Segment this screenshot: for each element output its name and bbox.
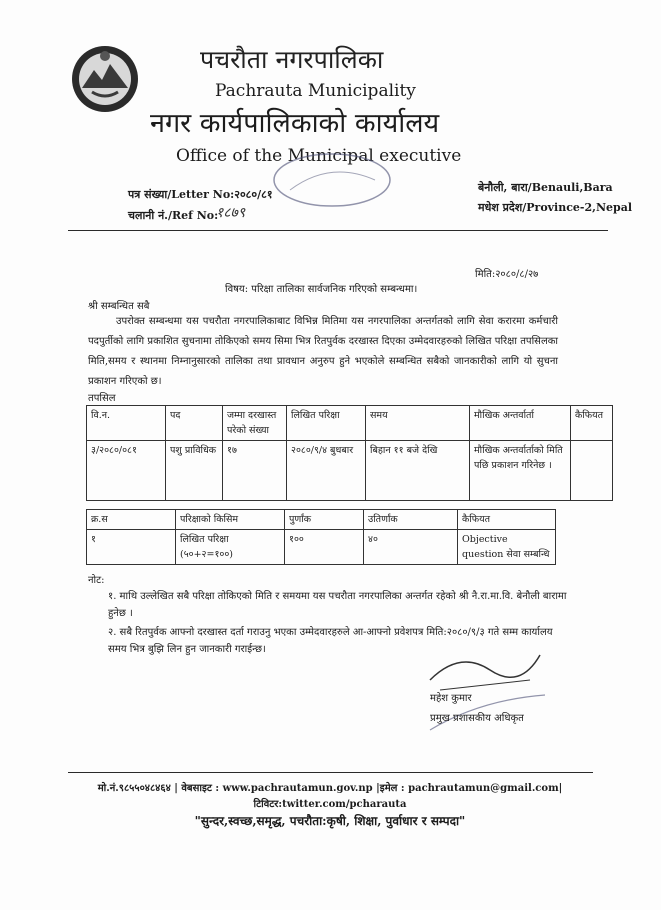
office-name-english: Office of the Municipal executive bbox=[176, 146, 462, 166]
office-name-nepali: नगर कार्यपालिकाको कार्यालय bbox=[150, 108, 440, 139]
ref-number-label: चलानी नं./Ref No: bbox=[128, 209, 219, 222]
table-header-cell: लिखित परिक्षा bbox=[287, 406, 366, 441]
table-header-cell: कैफियत bbox=[458, 510, 556, 530]
table-header-cell: समय bbox=[366, 406, 470, 441]
table-header-cell: मौखिक अन्तर्वार्ता bbox=[470, 406, 571, 441]
footer-divider bbox=[68, 772, 593, 773]
table-cell: २०८०/९/४ बुधबार bbox=[287, 441, 366, 501]
table-cell: लिखित परिक्षा (५०+२=१००) bbox=[176, 530, 285, 565]
exam-schedule-table bbox=[86, 405, 613, 501]
table-cell: मौखिक अन्तर्वार्ताको मिति पछि प्रकाशन गरिनेछ । bbox=[470, 441, 571, 501]
table-header-cell: वि.न. bbox=[87, 406, 166, 441]
office-seal-stamp-icon bbox=[270, 150, 395, 210]
footer-twitter: टिविटर:twitter.com/pcharauta bbox=[253, 799, 407, 810]
table-cell: बिहान ११ बजे देखि bbox=[366, 441, 470, 501]
note-label: नोट: bbox=[88, 575, 105, 586]
table-cell: १७ bbox=[223, 441, 287, 501]
table-header-cell: कैफियत bbox=[571, 406, 613, 441]
tapsil-label: तपसिल bbox=[88, 393, 116, 404]
signatory-name: महेश कुमार bbox=[430, 693, 472, 704]
table-cell: Objective question सेवा सम्बन्धि bbox=[458, 530, 556, 565]
footer-contact: मो.नं.९८५५०४८४६४ | वेबसाइट : www.pachrautamun.gov.np |इमेल : pachrautamun@gmail.com| bbox=[97, 783, 563, 794]
nepal-emblem-icon bbox=[70, 44, 140, 114]
ref-number-handwritten: १८७९ bbox=[216, 205, 246, 221]
header-divider bbox=[68, 230, 608, 231]
salutation: श्री सम्बन्धित सबै bbox=[88, 301, 150, 312]
letter-number: पत्र संख्या/Letter No:२०८०/८१ bbox=[128, 188, 273, 201]
table-header-cell: पद bbox=[166, 406, 223, 441]
table-cell: ४० bbox=[364, 530, 458, 565]
municipality-name-english: Pachrauta Municipality bbox=[215, 81, 416, 101]
table-cell: पशु प्राविधिक bbox=[166, 441, 223, 501]
address: बेनौली, बारा/Benauli,Bara bbox=[478, 181, 613, 194]
footer-slogan: "सुन्दर,स्वच्छ,समृद्ध, पचरौता:कृषी, शिक्षा, पुर्वाधार र सम्पदा" bbox=[194, 814, 466, 828]
document-date: मिति:२०८०/८/२७ bbox=[475, 269, 539, 280]
table-row bbox=[87, 530, 556, 565]
table-header-cell: उतिर्णांक bbox=[364, 510, 458, 530]
body-paragraph: उपरोक्त सम्बन्धमा यस पचरौता नगरपालिकाबाट विभिन्न मितिमा यस नगरपालिका अन्तर्गतको लागि सेवा करारमा कर्मचारी पदपुर्तीको लागि प्रकाशित सुचनामा तोकिएको समय सिमा भित्र रितपुर्वक दरखास्त दिएका उम्मेदवारहरुको लिखित परिक्षा तपसिलका मिति,समय र स्थानमा निम्नानुसारको तालिका तथा प्रावधान अनुरुप हुने भएकोले सम्बन्धित सबैको जानकारीको लागि यो सुचना प्रकाशन गरिएको छ। bbox=[88, 316, 558, 387]
table-cell: १०० bbox=[285, 530, 364, 565]
province: मधेश प्रदेश/Province-2,Nepal bbox=[478, 201, 633, 214]
signatory-title: प्रमुख प्रशासकीय अधिकृत bbox=[430, 713, 524, 724]
table-cell: ३/२०८०/०८१ bbox=[87, 441, 166, 501]
exam-type-table bbox=[86, 509, 556, 565]
table-header-cell: जम्मा दरखास्त परेको संख्या bbox=[223, 406, 287, 441]
table-header-cell: परिक्षाको किसिम bbox=[176, 510, 285, 530]
note-item: २. सबै रितपुर्वक आफ्नो दरखास्त दर्ता गराउनु भएका उम्मेदवारहरुले आ-आफ्नो प्रवेशपत्र मिति:२०८०/९/३ गते सम्म कार्यालय समय भित्र बुझि लिन हुन जानकारी गराईन्छ। bbox=[108, 627, 553, 655]
subject-line: विषय: परिक्षा तालिका सार्वजनिक गरिएको सम्बन्धमा। bbox=[225, 284, 418, 295]
municipality-name-nepali: पचरौता नगरपालिका bbox=[200, 45, 384, 74]
table-header-row bbox=[87, 510, 556, 530]
table-header-cell: पुर्णांक bbox=[285, 510, 364, 530]
note-item: १. माथि उल्लेखित सबै परिक्षा तोकिएको मिति र समयमा यस पचरौता नगरपालिका अन्तर्गत रहेको श्री नै.रा.मा.वि. बेनौली बारामा हुनेछ । bbox=[108, 591, 567, 619]
table-cell bbox=[571, 441, 613, 501]
table-header-row bbox=[87, 406, 613, 441]
table-row bbox=[87, 441, 613, 501]
table-header-cell: क्र.स bbox=[87, 510, 176, 530]
table-cell: १ bbox=[87, 530, 176, 565]
